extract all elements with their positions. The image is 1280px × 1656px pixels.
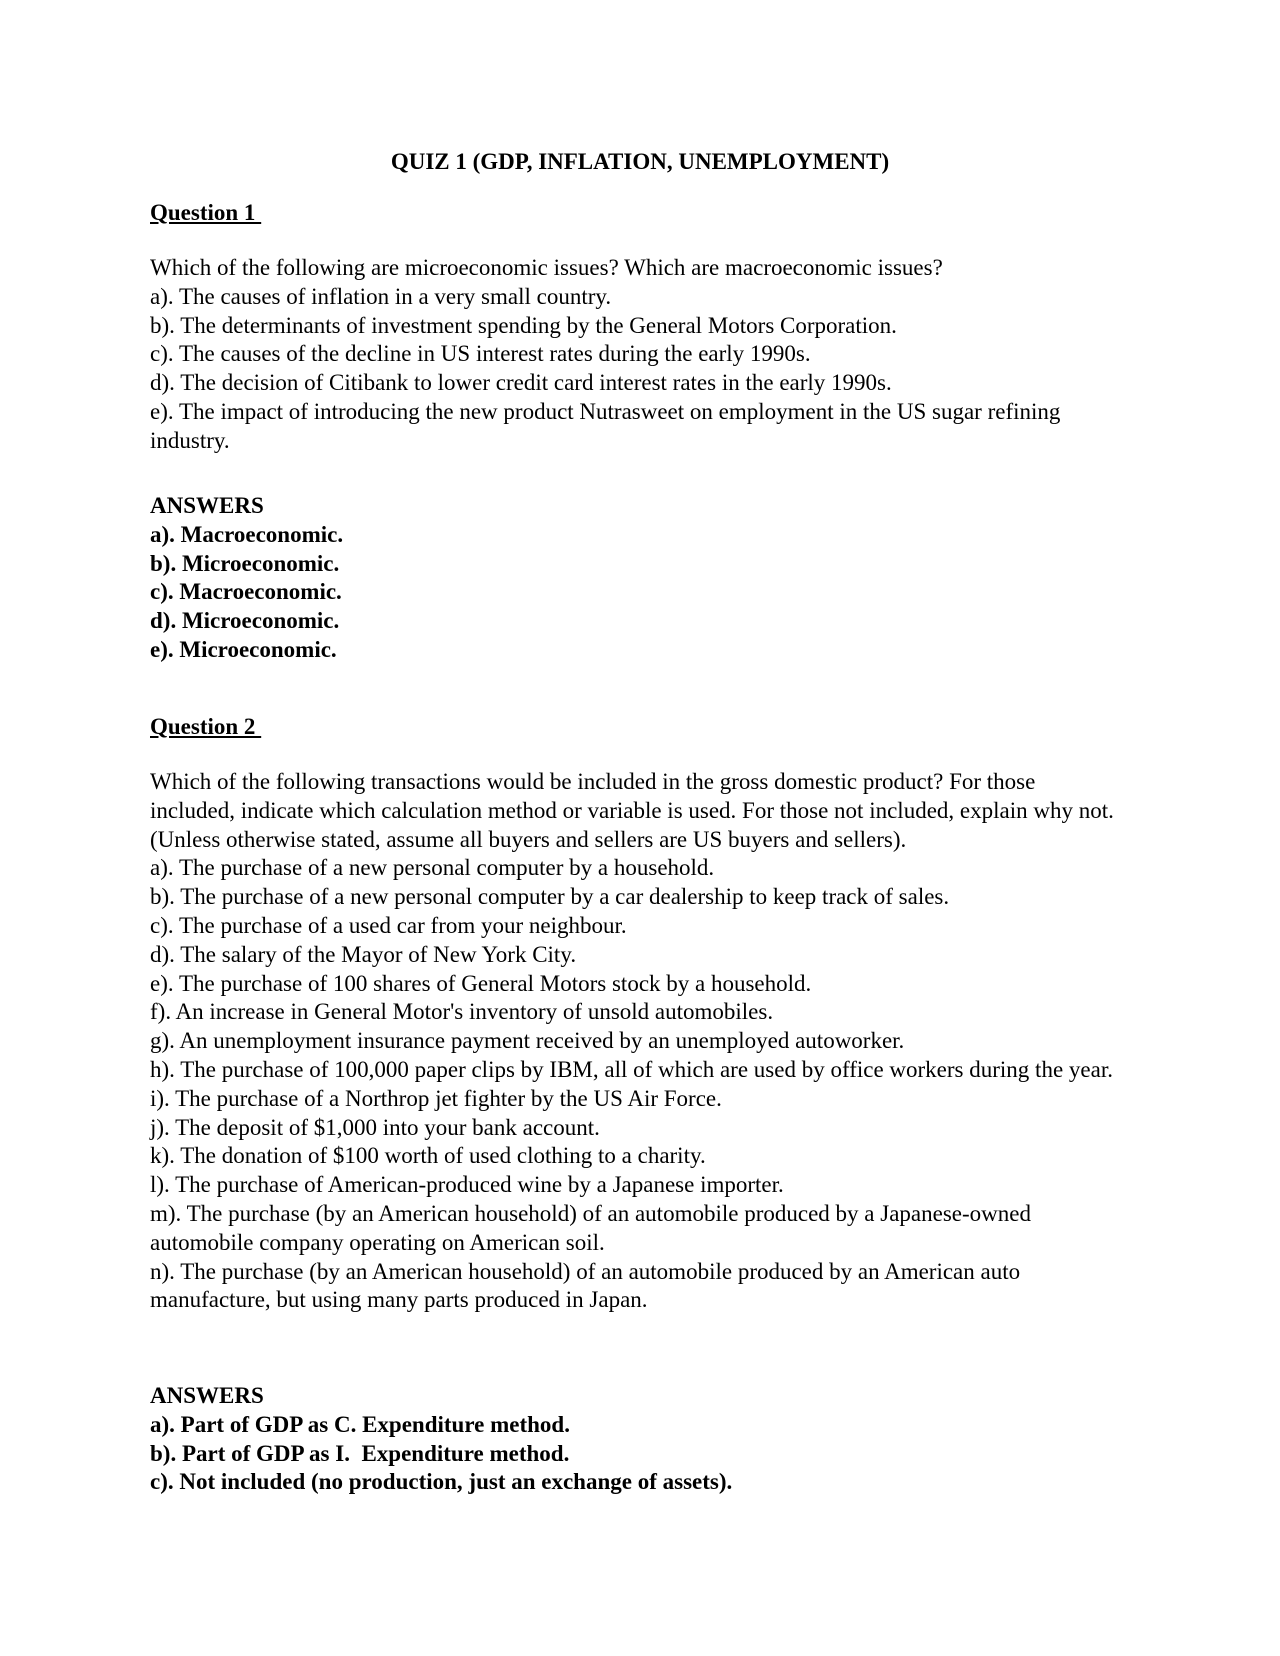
question-2-heading: Question 2 — [150, 714, 262, 739]
question-2-item: c). The purchase of a used car from your neighbour. — [150, 912, 627, 938]
question-2-item: e). The purchase of 100 shares of General Motors stock by a household. — [150, 970, 812, 996]
question-2-item: m). The purchase (by an American household) of an automobile produced by a Japanese-owned automobile company operating on American soil. — [150, 1200, 1031, 1255]
question-1-heading-block — [150, 199, 1120, 228]
question-1-heading: Question 1 — [150, 200, 262, 225]
question-2-heading-block — [150, 713, 1120, 742]
question-1-body — [150, 254, 1120, 456]
question-1-item: e). The impact of introducing the new product Nutrasweet on employment in the US sugar refining industry. — [150, 398, 1061, 453]
question-2-item: f). An increase in General Motor's inventory of unsold automobiles. — [150, 999, 774, 1025]
question-2-body — [150, 768, 1120, 1315]
quiz-title: QUIZ 1 (GDP, INFLATION, UNEMPLOYMENT) — [390, 149, 890, 174]
question-2-item: d). The salary of the Mayor of New York City. — [150, 941, 577, 967]
question-1-item: d). The decision of Citibank to lower credit card interest rates in the early 1990s. — [150, 370, 892, 396]
question-2-item: j). The deposit of $1,000 into your bank account. — [150, 1114, 600, 1140]
question-2-item: h). The purchase of 100,000 paper clips by IBM, all of which are used by office workers during the year. — [150, 1056, 1113, 1082]
question-2-item: n). The purchase (by an American household) of an automobile produced by an American auto manufacture, but using many parts produced in Japan. — [150, 1258, 1021, 1313]
answers-heading: ANSWERS — [150, 1383, 264, 1408]
question-2-answers — [150, 1382, 1120, 1497]
question-2-item: b). The purchase of a new personal computer by a car dealership to keep track of sales. — [150, 884, 950, 910]
question-2-item: k). The donation of $100 worth of used clothing to a charity. — [150, 1143, 706, 1169]
answer-item: d). Microeconomic. — [150, 608, 340, 634]
question-1-item: c). The causes of the decline in US interest rates during the early 1990s. — [150, 341, 811, 367]
question-1-prompt: Which of the following are microeconomic issues? Which are macroeconomic issues? — [150, 255, 943, 280]
question-2-item: l). The purchase of American-produced wine by a Japanese importer. — [150, 1172, 784, 1198]
answer-item: c). Not included (no production, just an exchange of assets). — [150, 1469, 733, 1495]
question-1-item: b). The determinants of investment spending by the General Motors Corporation. — [150, 312, 897, 338]
answer-item: a). Part of GDP as C. Expenditure method. — [150, 1411, 570, 1437]
question-2-prompt: Which of the following transactions would be included in the gross domestic product? For those included, indicate which calculation method or variable is used. For those not included, explain why not. (Unless otherwise stated, assume all buyers and sellers are US buyers and sellers). — [150, 769, 1114, 852]
answer-item: a). Macroeconomic. — [150, 521, 344, 547]
answer-item: e). Microeconomic. — [150, 636, 337, 662]
question-1-answers — [150, 492, 1120, 665]
question-2-item: g). An unemployment insurance payment received by an unemployed autoworker. — [150, 1028, 905, 1054]
answer-item: b). Microeconomic. — [150, 550, 340, 576]
answer-item: b). Part of GDP as I. Expenditure method. — [150, 1440, 570, 1466]
question-2-item: i). The purchase of a Northrop jet fighter by the US Air Force. — [150, 1085, 722, 1111]
answer-item: c). Macroeconomic. — [150, 579, 342, 605]
question-1-item: a). The causes of inflation in a very small country. — [150, 283, 612, 309]
question-2-item: a). The purchase of a new personal computer by a household. — [150, 855, 715, 881]
answers-heading: ANSWERS — [150, 493, 264, 518]
